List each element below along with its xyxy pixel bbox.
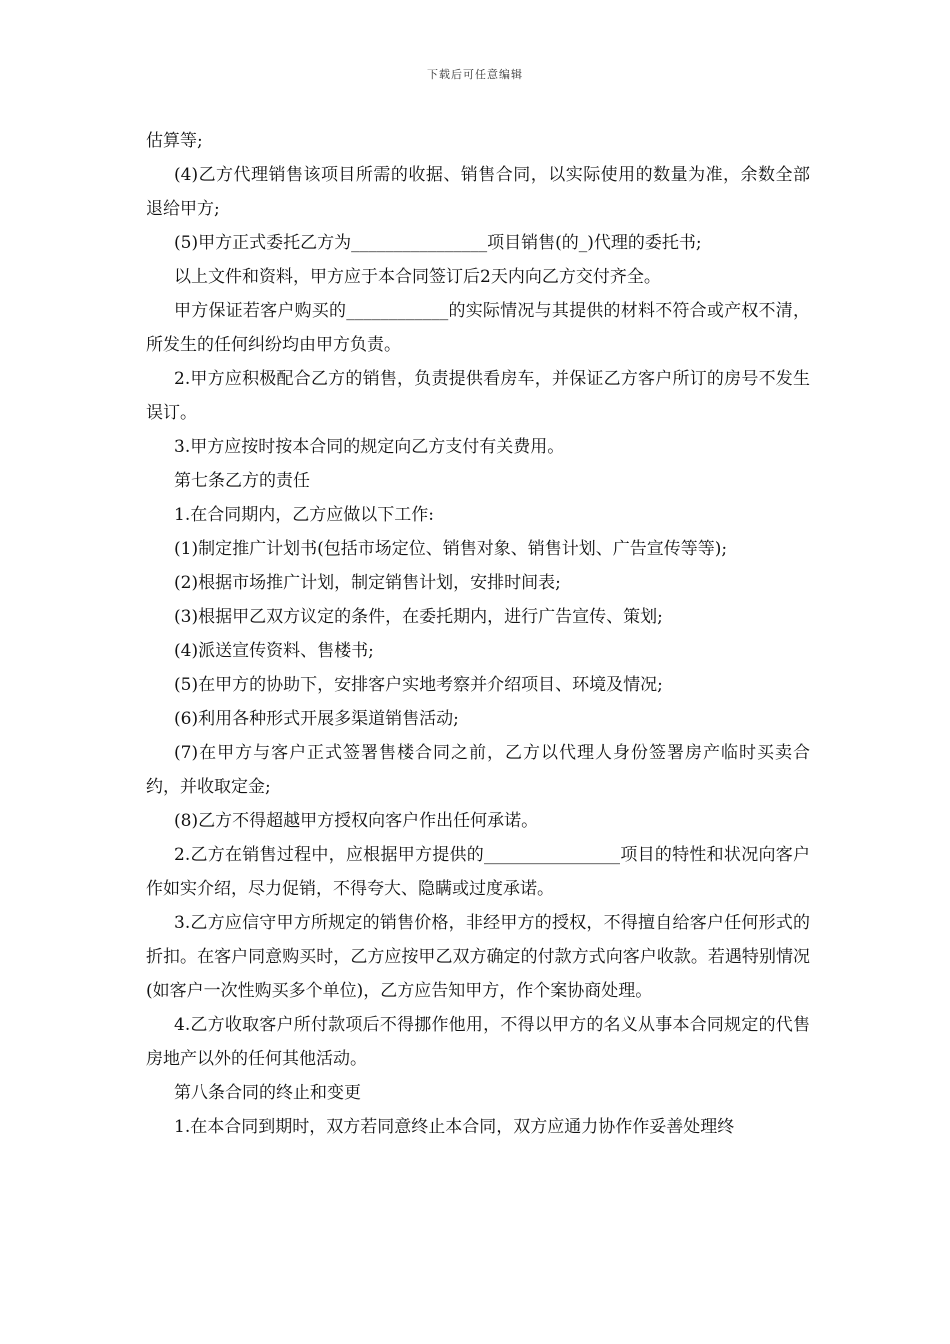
paragraph-15: (6)利用各种形式开展多渠道销售活动; <box>174 709 459 729</box>
paragraph-4: 以上文件和资料，甲方应于本合同签订后2天内向乙方交付齐全。 <box>174 267 661 287</box>
section-heading-7: 第七条乙方的责任 <box>174 471 310 491</box>
section-heading-8: 第八条合同的终止和变更 <box>174 1083 361 1103</box>
paragraph-19: 3.乙方应信守甲方所规定的销售价格，非经甲方的授权，不得擅自给客户任何形式的折扣。在客户同意购买时，乙方应按甲乙双方确定的付款方式向客户收款。若遇特别情况(如客户一次性购买多个单位)，乙方应告知甲方，作个案协商处理。 <box>146 913 810 1001</box>
paragraph-2: (4)乙方代理销售该项目所需的收据、销售合同，以实际使用的数量为准，余数全部退给甲方; <box>146 165 810 219</box>
paragraph-16: (7)在甲方与客户正式签署售楼合同之前，乙方以代理人身份签署房产临时买卖合约，并收取定金; <box>146 743 810 797</box>
page-header-note: 下载后可任意编辑 <box>427 68 523 81</box>
paragraph-18: 2.乙方在销售过程中，应根据甲方提供的________________项目的特性和状况向客户作如实介绍，尽力促销，不得夸大、隐瞒或过度承诺。 <box>146 845 810 899</box>
paragraph-3: (5)甲方正式委托乙方为________________项目销售(的_)代理的委托书; <box>174 233 702 253</box>
paragraph-20: 4.乙方收取客户所付款项后不得挪作他用，不得以甲方的名义从事本合同规定的代售房地产以外的任何其他活动。 <box>146 1015 810 1069</box>
document-body <box>146 124 810 1144</box>
paragraph-6: 2.甲方应积极配合乙方的销售，负责提供看房车，并保证乙方客户所订的房号不发生误订。 <box>146 369 810 423</box>
paragraph-14: (5)在甲方的协助下，安排客户实地考察并介绍项目、环境及情况; <box>174 675 663 695</box>
paragraph-11: (2)根据市场推广计划，制定销售计划，安排时间表; <box>174 573 561 593</box>
paragraph-12: (3)根据甲乙双方议定的条件，在委托期内，进行广告宣传、策划; <box>174 607 663 627</box>
paragraph-1: 估算等; <box>146 131 203 151</box>
paragraph-9: 1.在合同期内，乙方应做以下工作: <box>174 505 434 525</box>
paragraph-7: 3.甲方应按时按本合同的规定向乙方支付有关费用。 <box>174 437 565 457</box>
paragraph-13: (4)派送宣传资料、售楼书; <box>174 641 374 661</box>
paragraph-17: (8)乙方不得超越甲方授权向客户作出任何承诺。 <box>174 811 539 831</box>
paragraph-5: 甲方保证若客户购买的____________的实际情况与其提供的材料不符合或产权不清，所发生的任何纠纷均由甲方负责。 <box>146 301 810 355</box>
paragraph-10: (1)制定推广计划书(包括市场定位、销售对象、销售计划、广告宣传等等); <box>174 539 728 559</box>
paragraph-22: 1.在本合同到期时，双方若同意终止本合同，双方应通力协作作妥善处理终 <box>174 1117 735 1137</box>
